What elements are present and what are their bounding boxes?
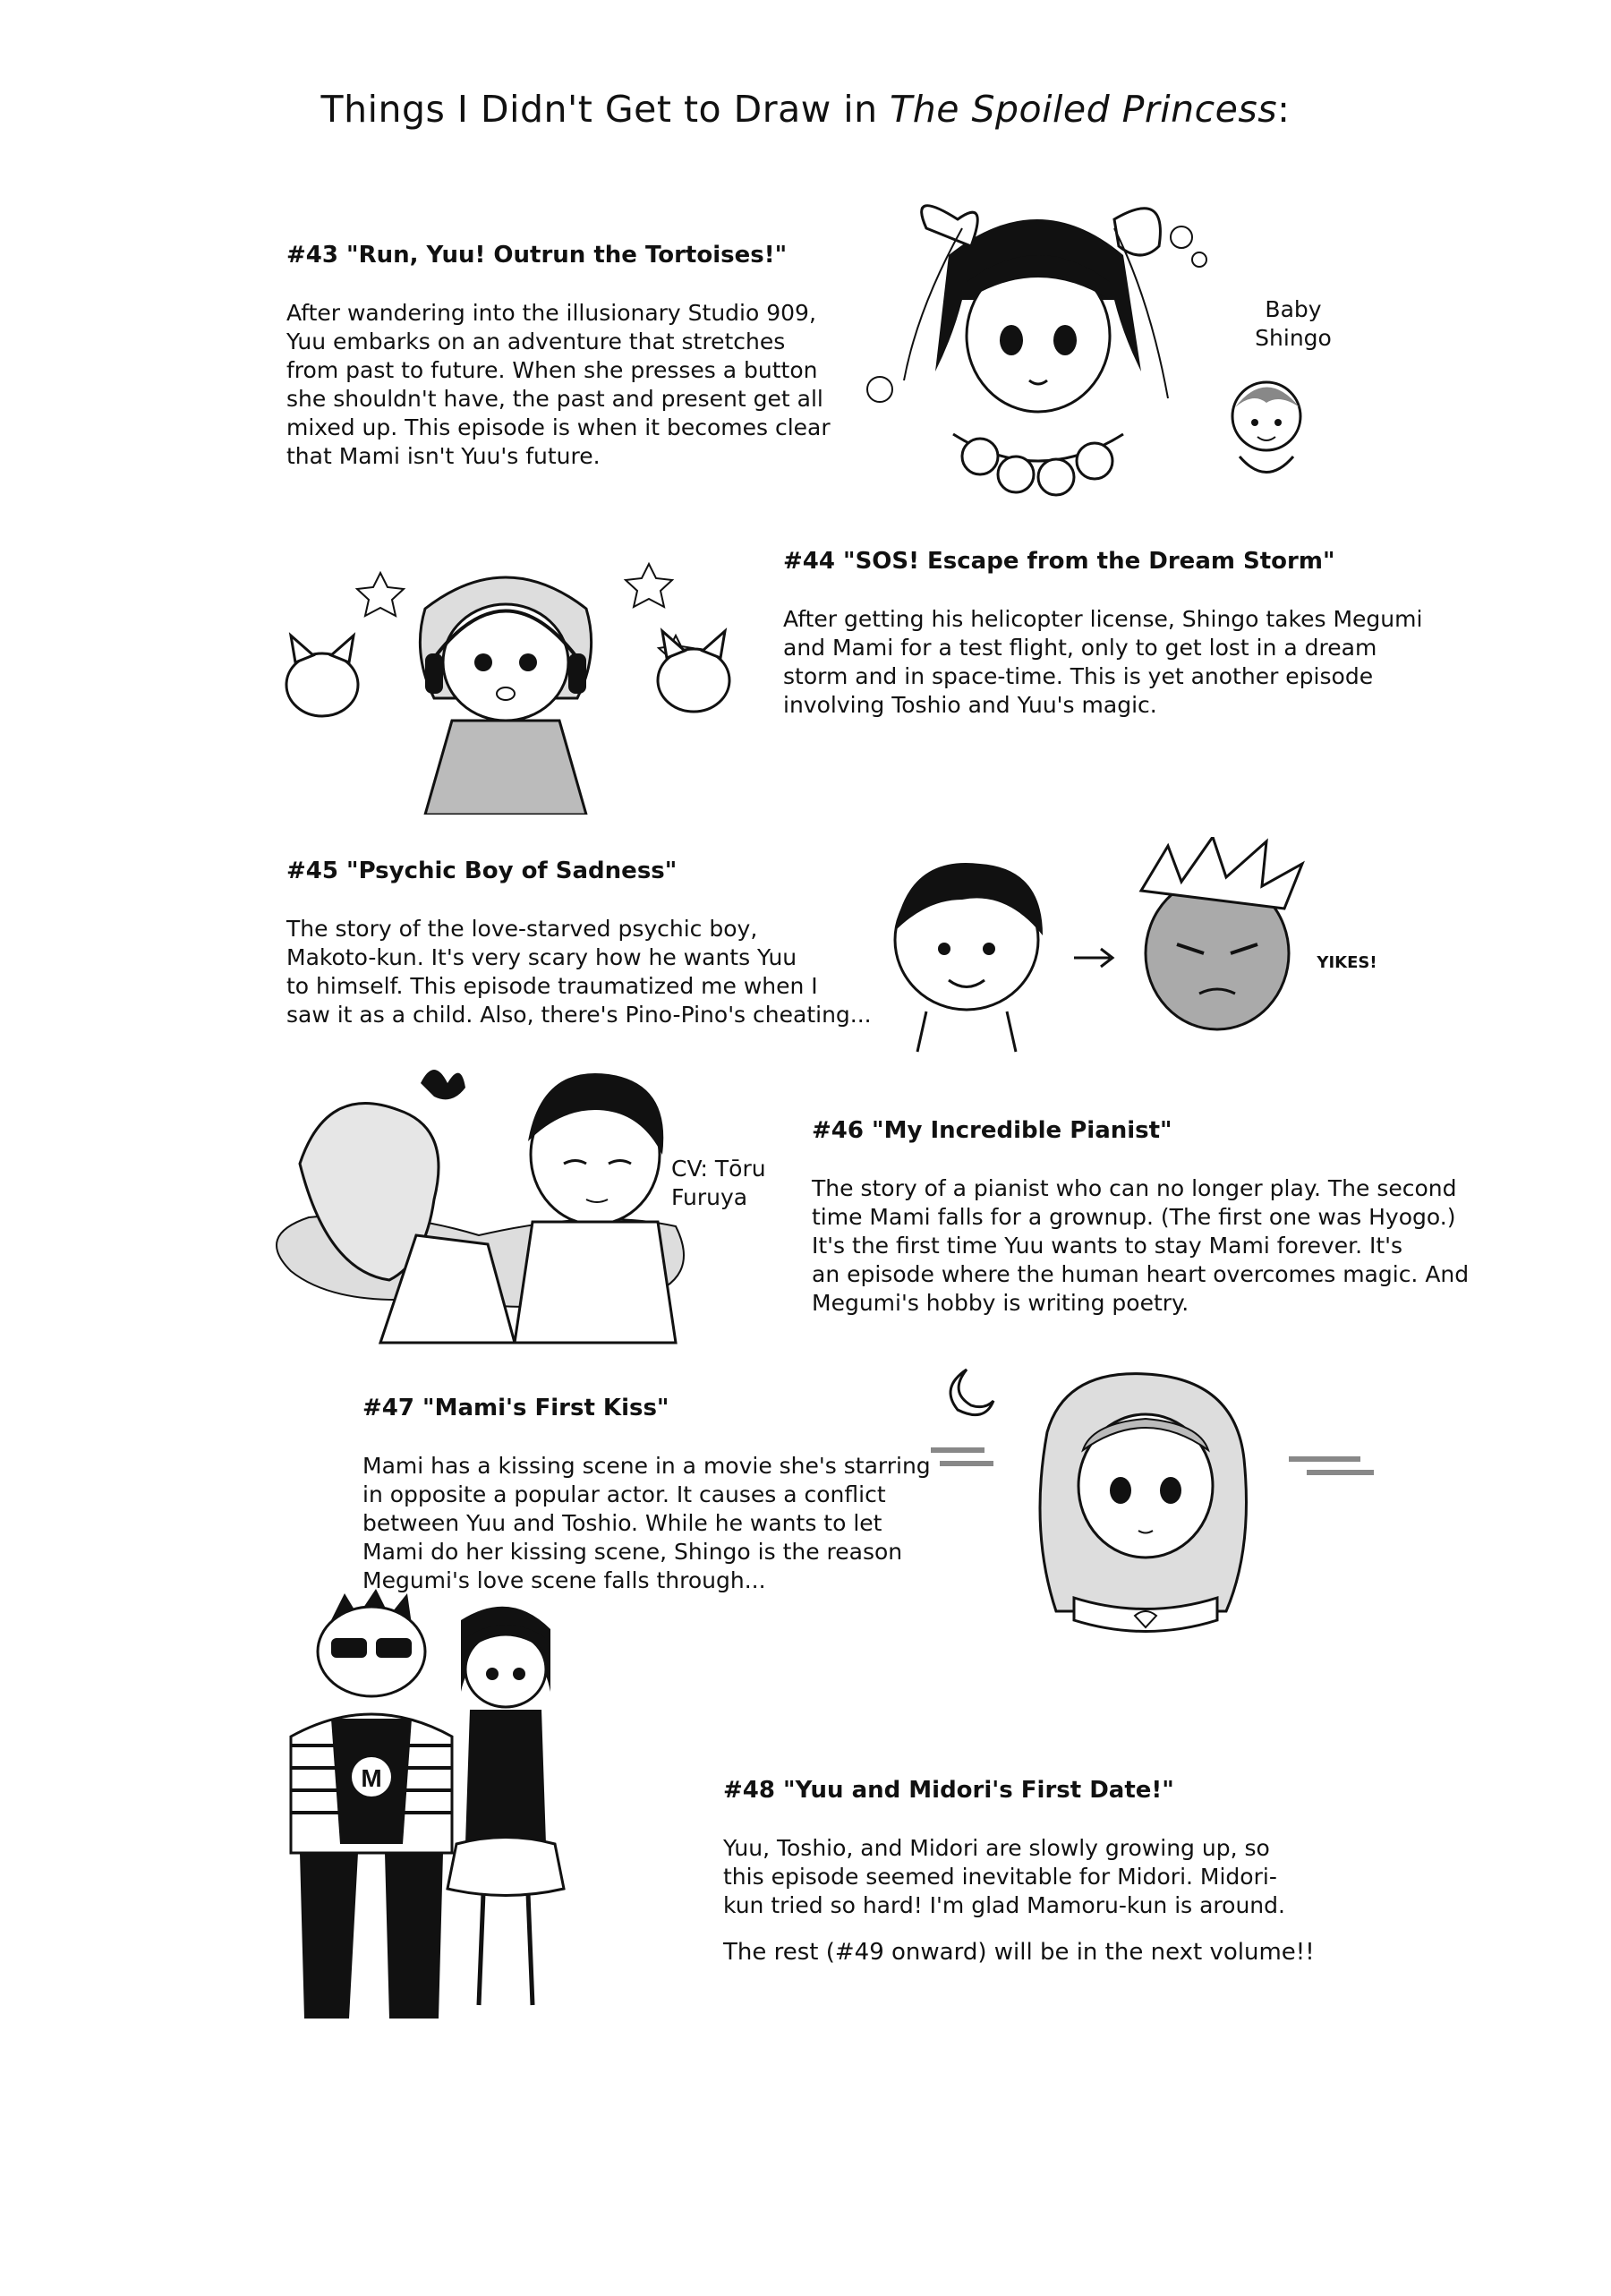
- episode-43: [286, 242, 831, 471]
- episode-body: After getting his helicopter license, Shingo takes Megumi and Mami for a test flight, only to get lost in a dream storm and in space-time. This is yet another episode involving Toshio and Yuu's magic.: [783, 606, 1423, 718]
- footer-note: The rest (#49 onward) will be in the next volume!!: [723, 1939, 1315, 1966]
- title-work-name: The Spoiled Princess: [890, 88, 1278, 131]
- illustration-mamoru-and-midori: [277, 1584, 671, 2023]
- episode-46: [812, 1117, 1469, 1318]
- illustration-makoto-transformation: [873, 837, 1374, 1061]
- episode-body: Yuu, Toshio, and Midori are slowly growing up, so this episode seemed inevitable for Midori. Midori- kun tried so hard! I'm glad Mamoru-kun is around.: [723, 1835, 1285, 1918]
- episode-heading: #44 "SOS! Escape from the Dream Storm": [783, 548, 1335, 575]
- episode-47: [362, 1395, 931, 1595]
- episode-heading: #48 "Yuu and Midori's First Date!": [723, 1777, 1174, 1804]
- title-text: Things I Didn't Get to Draw in: [320, 88, 891, 131]
- episode-body: Mami has a kissing scene in a movie she's starring in opposite a popular actor. It causes a conflict between Yuu and Toshio. While he wants to let Mami do her kissing scene, Shingo is the reason Megumi's love scene falls through...: [362, 1453, 931, 1593]
- episode-heading: #46 "My Incredible Pianist": [812, 1117, 1172, 1144]
- episode-44: [783, 548, 1422, 720]
- episode-heading: #43 "Run, Yuu! Outrun the Tortoises!": [286, 242, 788, 269]
- caption-yikes: YIKES!: [1317, 953, 1377, 972]
- caption-voice-actor: CV: Tōru Furuya: [671, 1156, 766, 1210]
- episode-body: The story of a pianist who can no longer play. The second time Mami falls for a grownup. (The first one was Hyogo.) It's the first time Yuu wants to stay Mami forever. It's an episode where the human heart overcomes magic. And Megumi's hobby is writing poetry.: [812, 1175, 1470, 1316]
- episode-body: The story of the love-starved psychic boy, Makoto-kun. It's very scary how he wants Yuu to himself. This episode traumatized me when I saw it as a child. Also, there's Pino-Pino's cheating...: [286, 916, 872, 1028]
- illustration-girl-with-headphones-and-cats: [255, 528, 756, 815]
- illustration-baby-shingo: [1217, 367, 1316, 492]
- caption-baby-shingo: Baby Shingo: [1255, 296, 1332, 351]
- illustration-mami-and-pianist: [255, 1056, 703, 1352]
- episode-body: After wandering into the illusionary Studio 909, Yuu embarks on an adventure that stretches from past to future. When she presses a button she shouldn't have, the past and present get all mixed up. This episode is when it becomes clear that Mami isn't Yuu's future.: [286, 300, 831, 469]
- illustration-girl-with-bows: [855, 192, 1222, 506]
- episode-48: [723, 1777, 1285, 1920]
- page-title: [0, 88, 1611, 131]
- illustration-mami-with-moon: [931, 1352, 1378, 1683]
- episode-45: [286, 858, 872, 1029]
- episode-heading: #45 "Psychic Boy of Sadness": [286, 858, 678, 884]
- title-colon: :: [1277, 88, 1291, 131]
- vest-letter: M: [361, 1764, 382, 1792]
- episode-heading: #47 "Mami's First Kiss": [362, 1395, 669, 1421]
